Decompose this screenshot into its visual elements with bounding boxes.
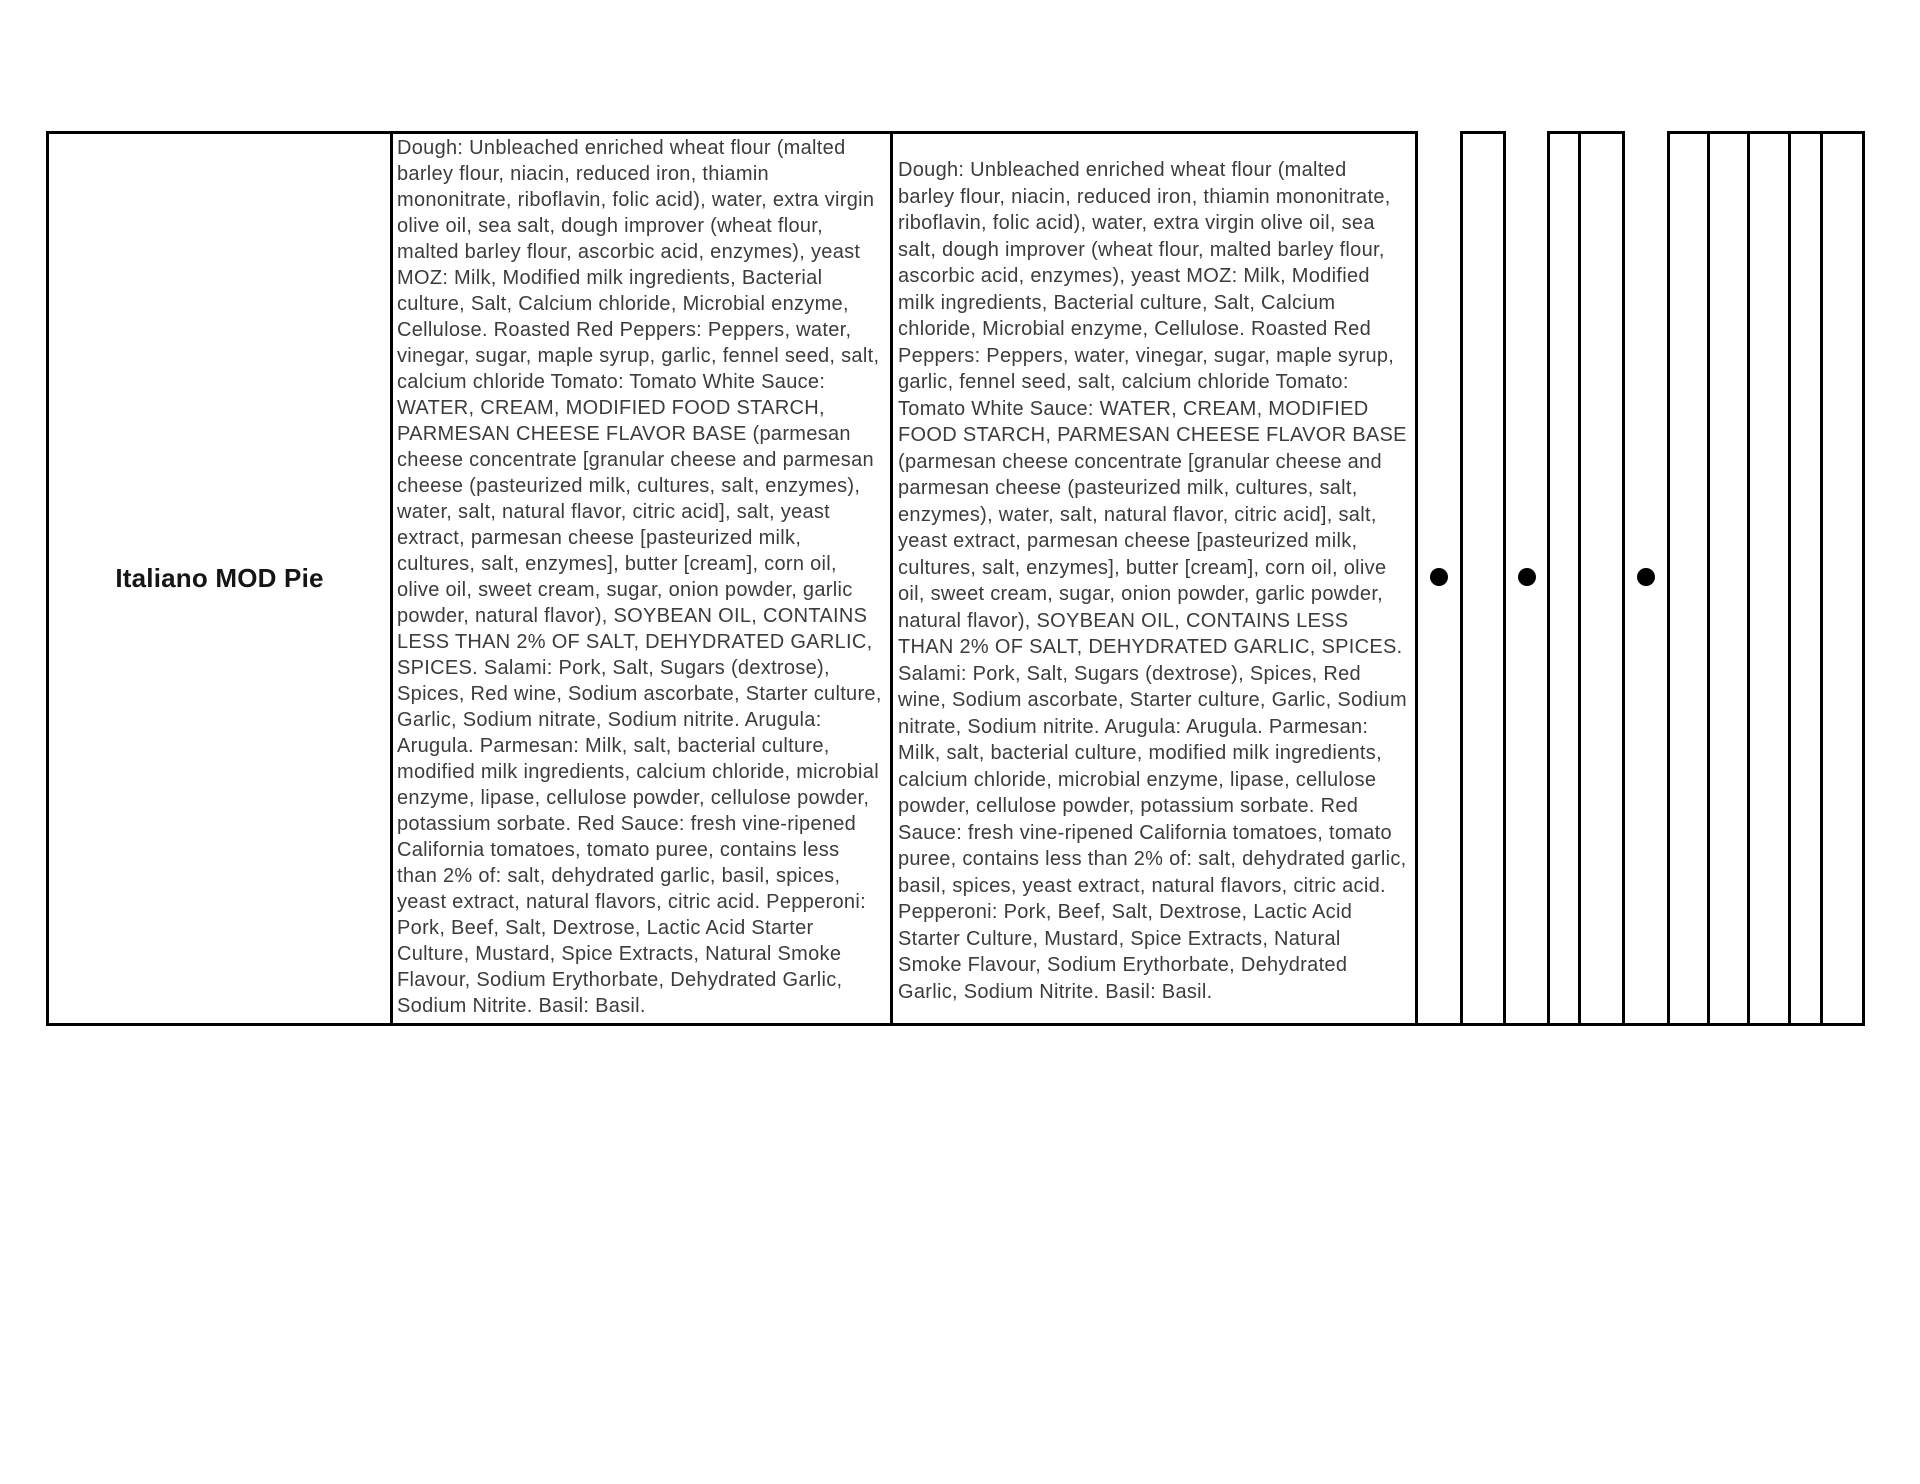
allergen-cell-3: [1503, 131, 1547, 1023]
allergen-cell-4: [1547, 131, 1578, 1023]
allergen-bullet-icon: [1430, 568, 1448, 586]
allergen-cell-7: [1667, 131, 1707, 1023]
ingredients-text-2: Dough: Unbleached enriched wheat flour (malted barley flour, niacin, reduced iron, thiamin mononitrate, riboflavin, folic acid), water, extra virgin olive oil, sea salt, dough improver (wheat flour, malted barley flour, ascorbic acid, enzymes), yeast MOZ: Milk, Modified milk ingredients, Bacterial culture, Salt, Calcium chloride, Microbial enzyme, Cellulose. Roasted Red Peppers: Peppers, water, vinegar, sugar, maple syrup, garlic, fennel seed, salt, calcium chloride Tomato: Tomato White Sauce: WATER, CREAM, MODIFIED FOOD STARCH, PARMESAN CHEESE FLAVOR BASE (parmesan cheese concentrate [granular cheese and parmesan cheese (pasteurized milk, cultures, salt, enzymes), water, salt, natural flavor, citric acid], salt, yeast extract, parmesan cheese [pasteurized milk, cultures, salt, enzymes], butter [cream], corn oil, olive oil, sweet cream, sugar, onion powder, garlic powder, natural flavor), SOYBEAN OIL, CONTAINS LESS THAN 2% OF SALT, DEHYDRATED GARLIC, SPICES. Salami: Pork, Salt, Sugars (dextrose), Spices, Red wine, Sodium ascorbate, Starter culture, Garlic, Sodium nitrate, Sodium nitrite. Arugula: Arugula. Parmesan: Milk, salt, bacterial culture, modified milk ingredients, calcium chloride, microbial enzyme, lipase, cellulose powder, cellulose powder, potassium sorbate. Red Sauce: fresh vine-ripened California tomatoes, tomato puree, contains less than 2% of: salt, dehydrated garlic, basil, spices, yeast extract, natural flavors, citric acid. Pepperoni: Pork, Beef, Salt, Dextrose, Lactic Acid Starter Culture, Mustard, Spice Extracts, Natural Smoke Flavour, Sodium Erythorbate, Dehydrated Garlic, Sodium Nitrite. Basil: Basil.: [898, 159, 1407, 1003]
allergen-cell-5: [1578, 131, 1622, 1023]
ingredients-cell-2: [890, 131, 1415, 1023]
product-name: Italiano MOD Pie: [115, 563, 324, 593]
allergen-cell-11: [1820, 131, 1865, 1023]
allergen-bullet-icon: [1637, 568, 1655, 586]
allergen-cell-2: [1460, 131, 1503, 1023]
allergen-cell-1: [1415, 131, 1460, 1023]
product-name-cell: [46, 131, 390, 1023]
allergen-cell-8: [1707, 131, 1747, 1023]
allergen-cell-6: [1622, 131, 1667, 1023]
allergen-bullet-icon: [1518, 568, 1536, 586]
allergen-cell-9: [1747, 131, 1788, 1023]
ingredients-cell-1: [390, 131, 890, 1023]
ingredients-text-1: Dough: Unbleached enriched wheat flour (malted barley flour, niacin, reduced iron, thiamin mononitrate, riboflavin, folic acid), water, extra virgin olive oil, sea salt, dough improver (wheat flour, malted barley flour, ascorbic acid, enzymes), yeast MOZ: Milk, Modified milk ingredients, Bacterial culture, Salt, Calcium chloride, Microbial enzyme, Cellulose. Roasted Red Peppers: Peppers, water, vinegar, sugar, maple syrup, garlic, fennel seed, salt, calcium chloride Tomato: Tomato White Sauce: WATER, CREAM, MODIFIED FOOD STARCH, PARMESAN CHEESE FLAVOR BASE (parmesan cheese concentrate [granular cheese and parmesan cheese (pasteurized milk, cultures, salt, enzymes), water, salt, natural flavor, citric acid], salt, yeast extract, parmesan cheese [pasteurized milk, cultures, salt, enzymes], butter [cream], corn oil, olive oil, sweet cream, sugar, onion powder, garlic powder, natural flavor), SOYBEAN OIL, CONTAINS LESS THAN 2% OF SALT, DEHYDRATED GARLIC, SPICES. Salami: Pork, Salt, Sugars (dextrose), Spices, Red wine, Sodium ascorbate, Starter culture, Garlic, Sodium nitrate, Sodium nitrite. Arugula: Arugula. Parmesan: Milk, salt, bacterial culture, modified milk ingredients, calcium chloride, microbial enzyme, lipase, cellulose powder, cellulose powder, potassium sorbate. Red Sauce: fresh vine-ripened California tomatoes, tomato puree, contains less than 2% of: salt, dehydrated garlic, basil, spices, yeast extract, natural flavors, citric acid. Pepperoni: Pork, Beef, Salt, Dextrose, Lactic Acid Starter Culture, Mustard, Spice Extracts, Natural Smoke Flavour, Sodium Erythorbate, Dehydrated Garlic, Sodium Nitrite. Basil: Basil.: [397, 137, 882, 1017]
ingredients-table: [46, 131, 1865, 1026]
allergen-cell-10: [1788, 131, 1820, 1023]
